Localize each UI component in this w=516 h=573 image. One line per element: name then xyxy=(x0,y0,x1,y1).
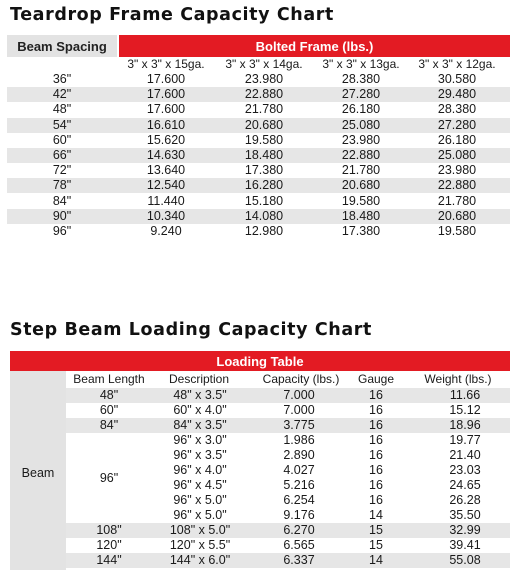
beam-column-header: Weight (lbs.) xyxy=(424,372,492,386)
capacity-cell: 17.600 xyxy=(146,87,186,102)
beam-length-cell: 60" xyxy=(99,403,119,417)
capacity-cell: 25.080 xyxy=(437,148,477,162)
beam-chart-title: Step Beam Loading Capacity Chart xyxy=(10,320,372,340)
capacity-cell: 10.340 xyxy=(146,208,186,223)
beam-spacing-header: Beam Spacing xyxy=(7,35,117,57)
beam-gauge-cell: 16 xyxy=(369,433,383,447)
beam-weight-cell: 39.41 xyxy=(449,538,481,552)
beam-weight-cell: 18.96 xyxy=(449,418,481,432)
beam-capacity-cell: 6.270 xyxy=(283,523,315,537)
beam-gauge-cell: 16 xyxy=(369,478,383,492)
capacity-cell: 12.540 xyxy=(146,178,186,193)
beam-weight-cell: 24.65 xyxy=(449,478,481,492)
capacity-cell: 21.780 xyxy=(341,163,381,178)
beam-length-cell: 84" xyxy=(99,418,119,432)
capacity-cell: 23.980 xyxy=(437,163,477,178)
capacity-cell: 28.380 xyxy=(437,102,477,117)
beam-weight-cell: 19.77 xyxy=(449,433,481,447)
beam-capacity-cell: 9.176 xyxy=(283,508,315,522)
capacity-cell: 22.880 xyxy=(341,148,381,162)
capacity-cell: 22.880 xyxy=(437,178,477,193)
capacity-cell: 23.980 xyxy=(341,132,381,147)
beam-column-header: Gauge xyxy=(357,372,395,386)
beam-gauge-cell: 16 xyxy=(369,403,383,417)
beam-column-header: Beam Length xyxy=(73,372,145,386)
beam-weight-cell: 15.12 xyxy=(449,403,481,417)
beam-weight-cell: 26.28 xyxy=(449,493,481,507)
capacity-cell: 9.240 xyxy=(150,224,182,238)
beam-spacing-cell: 36" xyxy=(52,72,72,86)
beam-description-cell: 144" x 6.0" xyxy=(169,553,231,567)
beam-length-cell: 108" xyxy=(96,523,122,537)
table-row xyxy=(7,118,510,133)
capacity-cell: 20.680 xyxy=(244,117,284,132)
frame-column-header: 3" x 3" x 12ga. xyxy=(418,57,496,71)
beam-capacity-cell: 2.890 xyxy=(283,448,315,462)
capacity-cell: 27.280 xyxy=(437,117,477,132)
beam-gauge-cell: 16 xyxy=(369,463,383,477)
capacity-cell: 17.600 xyxy=(146,72,186,86)
beam-capacity-cell: 6.337 xyxy=(283,553,315,567)
table-row xyxy=(7,148,510,163)
beam-weight-cell: 21.40 xyxy=(449,448,481,462)
beam-spacing-cell: 66" xyxy=(52,148,72,162)
loading-table-header: Loading Table xyxy=(10,351,510,371)
capacity-cell: 26.180 xyxy=(437,132,477,147)
beam-weight-cell: 23.03 xyxy=(449,463,481,477)
beam-capacity-cell: 4.027 xyxy=(283,463,315,477)
capacity-cell: 17.380 xyxy=(244,163,284,178)
beam-description-cell: 96" x 3.0" xyxy=(173,433,227,447)
beam-weight-cell: 11.66 xyxy=(449,388,481,402)
capacity-cell: 15.620 xyxy=(146,132,186,147)
beam-spacing-cell: 60" xyxy=(52,132,72,147)
capacity-cell: 14.630 xyxy=(146,148,186,162)
beam-capacity-cell: 5.216 xyxy=(283,478,315,492)
beam-capacity-cell: 7.000 xyxy=(283,388,315,402)
capacity-cell: 13.640 xyxy=(146,163,186,178)
beam-gauge-cell: 14 xyxy=(369,508,383,522)
beam-spacing-cell: 90" xyxy=(52,208,72,223)
capacity-cell: 25.080 xyxy=(341,117,381,132)
beam-capacity-cell: 3.775 xyxy=(283,418,315,432)
capacity-cell: 18.480 xyxy=(341,208,381,223)
capacity-cell: 16.610 xyxy=(146,117,186,132)
capacity-cell: 17.600 xyxy=(146,102,186,117)
beam-gauge-cell: 15 xyxy=(369,538,383,552)
frame-column-header: 3" x 3" x 13ga. xyxy=(322,57,400,71)
table-row xyxy=(7,102,510,117)
beam-gauge-cell: 16 xyxy=(369,493,383,507)
capacity-cell: 27.280 xyxy=(341,87,381,102)
beam-side-label: Beam xyxy=(21,466,55,480)
beam-description-cell: 96" x 3.5" xyxy=(173,448,227,462)
capacity-cell: 18.480 xyxy=(244,148,284,162)
capacity-cell: 20.680 xyxy=(437,208,477,223)
table-row xyxy=(7,178,510,193)
beam-gauge-cell: 14 xyxy=(369,553,383,567)
beam-capacity-cell: 7.000 xyxy=(283,403,315,417)
capacity-cell: 29.480 xyxy=(437,87,477,102)
capacity-cell: 26.180 xyxy=(341,102,381,117)
beam-spacing-cell: 54" xyxy=(52,117,72,132)
table-row xyxy=(7,163,510,178)
capacity-cell: 16.280 xyxy=(244,178,284,193)
beam-spacing-cell: 72" xyxy=(52,163,72,178)
capacity-cell: 15.180 xyxy=(244,193,284,208)
beam-description-cell: 108" x 5.0" xyxy=(169,523,231,537)
beam-spacing-cell: 42" xyxy=(52,87,72,102)
frame-column-header: 3" x 3" x 14ga. xyxy=(225,57,303,71)
beam-length-cell: 144" xyxy=(96,553,122,567)
beam-length-cell: 120" xyxy=(96,538,122,552)
capacity-cell: 21.780 xyxy=(437,193,477,208)
table-row xyxy=(7,224,510,239)
table-row xyxy=(7,72,510,87)
beam-column-header: Description xyxy=(168,372,230,386)
beam-description-cell: 96" x 4.5" xyxy=(173,478,227,492)
capacity-cell: 19.580 xyxy=(341,193,381,208)
beam-description-cell: 96" x 4.0" xyxy=(173,463,227,477)
capacity-cell: 20.680 xyxy=(341,178,381,193)
capacity-cell: 22.880 xyxy=(244,87,284,102)
capacity-cell: 11.440 xyxy=(147,193,185,208)
bolted-frame-header: Bolted Frame (lbs.) xyxy=(119,35,510,57)
beam-gauge-cell: 16 xyxy=(369,418,383,432)
beam-spacing-cell: 96" xyxy=(52,224,72,238)
beam-gauge-cell: 16 xyxy=(369,448,383,462)
beam-column-header: Capacity (lbs.) xyxy=(262,372,340,386)
beam-gauge-cell: 15 xyxy=(369,523,383,537)
capacity-cell: 19.580 xyxy=(244,132,284,147)
beam-description-cell: 48" x 3.5" xyxy=(173,388,227,402)
capacity-cell: 17.380 xyxy=(341,224,381,238)
table-row xyxy=(7,209,510,224)
beam-weight-cell: 32.99 xyxy=(449,523,481,537)
frame-column-header: 3" x 3" x 15ga. xyxy=(127,57,205,71)
beam-length-cell: 96" xyxy=(99,470,119,485)
beam-capacity-cell: 6.254 xyxy=(283,493,315,507)
capacity-cell: 30.580 xyxy=(437,72,477,86)
beam-description-cell: 60" x 4.0" xyxy=(173,403,227,417)
capacity-cell: 21.780 xyxy=(244,102,284,117)
beam-weight-cell: 35.50 xyxy=(449,508,481,522)
beam-length-cell: 48" xyxy=(99,388,119,402)
beam-spacing-cell: 84" xyxy=(52,193,72,208)
beam-spacing-cell: 48" xyxy=(52,102,72,117)
capacity-cell: 19.580 xyxy=(437,224,477,238)
capacity-cell: 14.080 xyxy=(244,208,284,223)
beam-description-cell: 84" x 3.5" xyxy=(173,418,227,432)
beam-capacity-cell: 6.565 xyxy=(283,538,315,552)
beam-capacity-cell: 1.986 xyxy=(283,433,315,447)
beam-description-cell: 96" x 5.0" xyxy=(173,493,227,507)
frame-chart-title: Teardrop Frame Capacity Chart xyxy=(10,5,334,25)
beam-description-cell: 96" x 5.0" xyxy=(173,508,227,522)
table-row xyxy=(7,87,510,102)
table-row xyxy=(7,133,510,148)
capacity-cell: 23.980 xyxy=(244,72,284,86)
beam-spacing-cell: 78" xyxy=(52,178,72,193)
table-row xyxy=(7,194,510,209)
capacity-cell: 12.980 xyxy=(244,224,284,238)
beam-description-cell: 120" x 5.5" xyxy=(169,538,231,552)
beam-gauge-cell: 16 xyxy=(369,388,383,402)
beam-weight-cell: 55.08 xyxy=(449,553,481,567)
capacity-cell: 28.380 xyxy=(341,72,381,86)
